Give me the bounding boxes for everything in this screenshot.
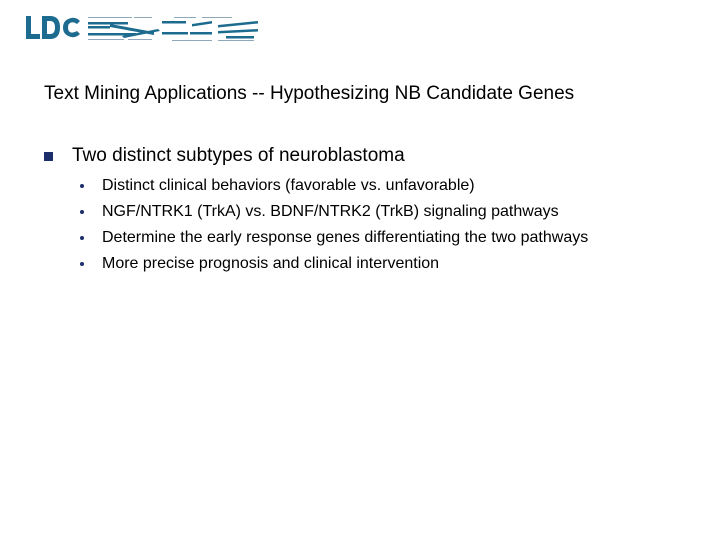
sub-bullet-text: Distinct clinical behaviors (favorable vs. unfavorable) <box>102 177 475 194</box>
sub-bullet-text: More precise prognosis and clinical intervention <box>102 255 440 272</box>
sub-bullet-item <box>80 251 588 277</box>
dot-bullet-icon <box>80 184 84 188</box>
sub-bullet-text: Determine the early response genes differentiating the two pathways <box>102 229 589 246</box>
dot-bullet-icon <box>80 236 84 240</box>
ldc-logo <box>22 12 262 44</box>
sub-bullet-item <box>80 225 588 251</box>
dot-bullet-icon <box>80 210 84 214</box>
main-bullet <box>44 145 405 167</box>
square-bullet-icon <box>44 152 53 161</box>
slide-title: Text Mining Applications -- Hypothesizing NB Candidate Genes <box>44 83 575 104</box>
sub-bullet-list <box>80 173 588 277</box>
ldc-logo-graphic <box>22 12 262 44</box>
sub-bullet-text: NGF/NTRK1 (TrkA) vs. BDNF/NTRK2 (TrkB) signaling pathways <box>102 203 559 220</box>
sub-bullet-item <box>80 173 588 199</box>
main-bullet-text: Two distinct subtypes of neuroblastoma <box>72 145 405 166</box>
sub-bullet-item <box>80 199 588 225</box>
dot-bullet-icon <box>80 262 84 266</box>
